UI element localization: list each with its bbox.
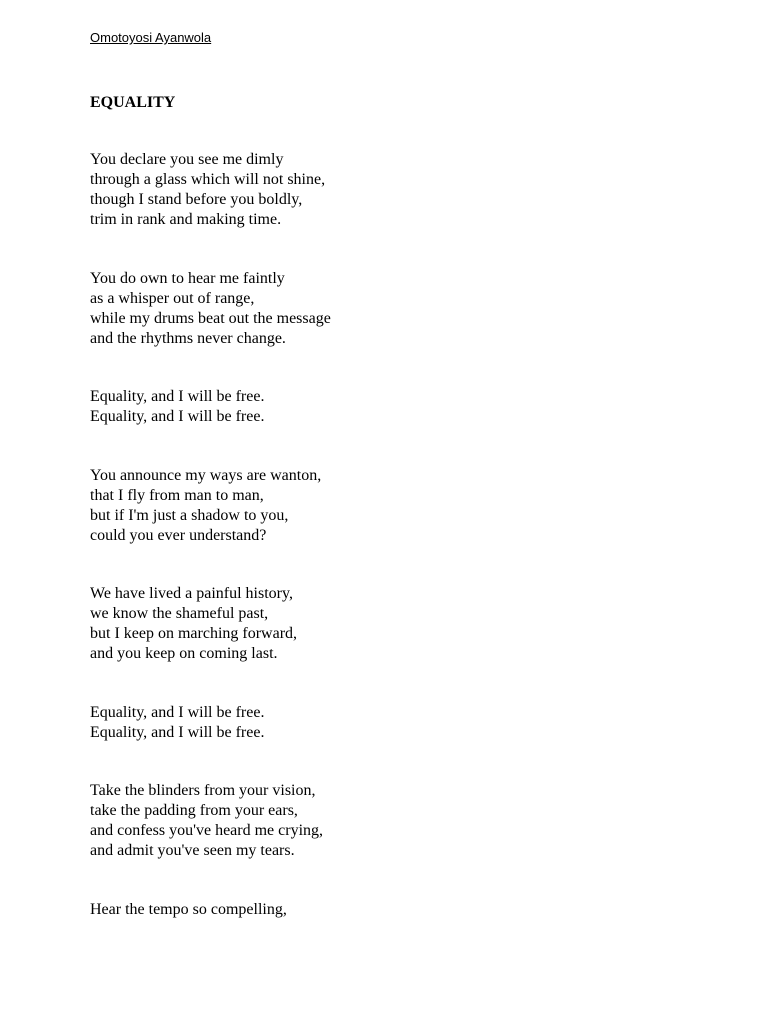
poem-line: You announce my ways are wanton, [90,466,322,484]
poem-line: Take the blinders from your vision, [90,782,316,799]
refrain-stanza [90,703,690,743]
poem-line: that I fly from man to man, [90,486,264,504]
poem-line: while my drums beat out the message [90,309,331,327]
poem-title: EQUALITY [90,94,176,111]
poem-line: could you ever understand? [90,526,267,544]
poem-line: we know the shameful past, [90,605,269,622]
stanza [90,466,690,546]
poem-line: We have lived a painful history, [90,585,293,602]
poem-line: as a whisper out of range, [90,289,255,307]
poem-line: Hear the tempo so compelling, [90,900,287,918]
poem-line: You declare you see me dimly [90,151,284,168]
stanza [90,781,690,861]
stanza [90,584,690,664]
refrain-stanza [90,387,690,427]
author-name: Omotoyosi Ayanwola [90,30,212,45]
poem-body [90,150,690,958]
poem-line: and admit you've seen my tears. [90,842,295,859]
poem-line: through a glass which will not shine, [90,171,326,188]
poem-line: but if I'm just a shadow to you, [90,506,289,524]
poem-line: though I stand before you boldly, [90,191,303,208]
refrain-line: Equality, and I will be free. [90,703,265,721]
poem-line: trim in rank and making time. [90,211,282,228]
poem-line: and you keep on coming last. [90,645,278,662]
refrain-line: Equality, and I will be free. [90,408,265,425]
poem-line: but I keep on marching forward, [90,625,298,642]
poem-line: take the padding from your ears, [90,802,298,819]
poem-line: You do own to hear me faintly [90,269,285,287]
stanza [90,269,690,349]
stanza [90,900,690,920]
refrain-line: Equality, and I will be free. [90,388,265,405]
refrain-line: Equality, and I will be free. [90,723,265,741]
poem-line: and the rhythms never change. [90,329,286,347]
stanza [90,150,690,230]
poem-line: and confess you've heard me crying, [90,822,324,839]
